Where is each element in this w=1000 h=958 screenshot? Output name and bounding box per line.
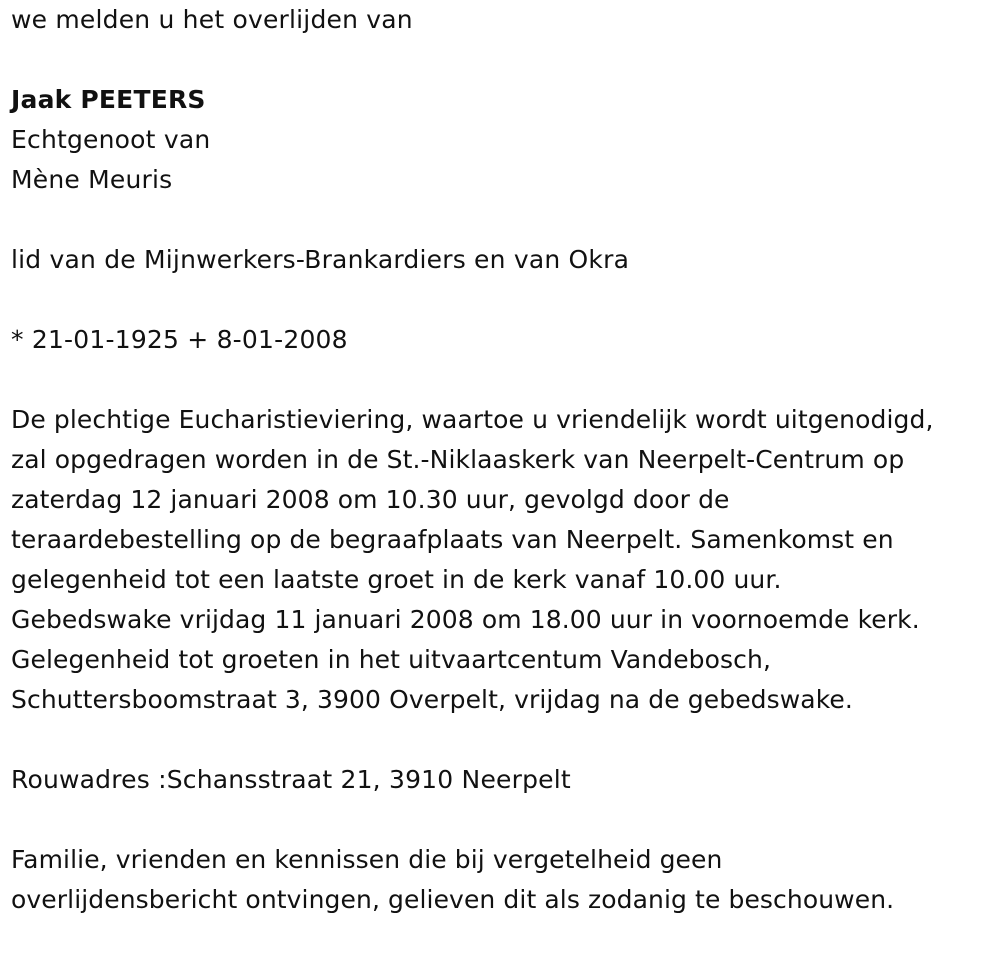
closing-line: overlijdensbericht ontvingen, gelieven dit als zodanig te beschouwen. [11,885,895,914]
spacer [11,200,996,240]
life-dates: * 21-01-1925 + 8-01-2008 [11,325,348,354]
spouse-name: Mène Meuris [11,165,173,194]
mourning-address: Rouwadres :Schansstraat 21, 3910 Neerpelt [11,765,571,794]
ceremony-line: teraardebestelling op de begraafplaats van Neerpelt. Samenkomst en [11,525,894,554]
spouse-label: Echtgenoot van [11,125,211,154]
closing-line: Familie, vrienden en kennissen die bij vergetelheid geen [11,845,723,874]
obituary-document [11,0,996,920]
closing-paragraph [11,840,996,920]
spacer [11,800,996,840]
ceremony-line: Gelegenheid tot groeten in het uitvaartcentum Vandebosch, [11,645,771,674]
intro-text: we melden u het overlijden van [11,5,413,34]
ceremony-line: zaterdag 12 januari 2008 om 10.30 uur, gevolgd door de [11,485,730,514]
spacer [11,720,996,760]
ceremony-line: Gebedswake vrijdag 11 januari 2008 om 18.00 uur in voornoemde kerk. [11,605,920,634]
membership-text: lid van de Mijnwerkers-Brankardiers en van Okra [11,245,630,274]
ceremony-line: Schuttersboomstraat 3, 3900 Overpelt, vrijdag na de gebedswake. [11,685,853,714]
ceremony-line: De plechtige Eucharistieviering, waartoe u vriendelijk wordt uitgenodigd, [11,405,934,434]
spacer [11,40,996,80]
ceremony-line: gelegenheid tot een laatste groet in de kerk vanaf 10.00 uur. [11,565,782,594]
spacer [11,280,996,320]
deceased-name: Jaak PEETERS [11,85,206,114]
spacer [11,360,996,400]
ceremony-line: zal opgedragen worden in de St.-Niklaaskerk van Neerpelt-Centrum op [11,445,905,474]
ceremony-paragraph [11,400,996,720]
